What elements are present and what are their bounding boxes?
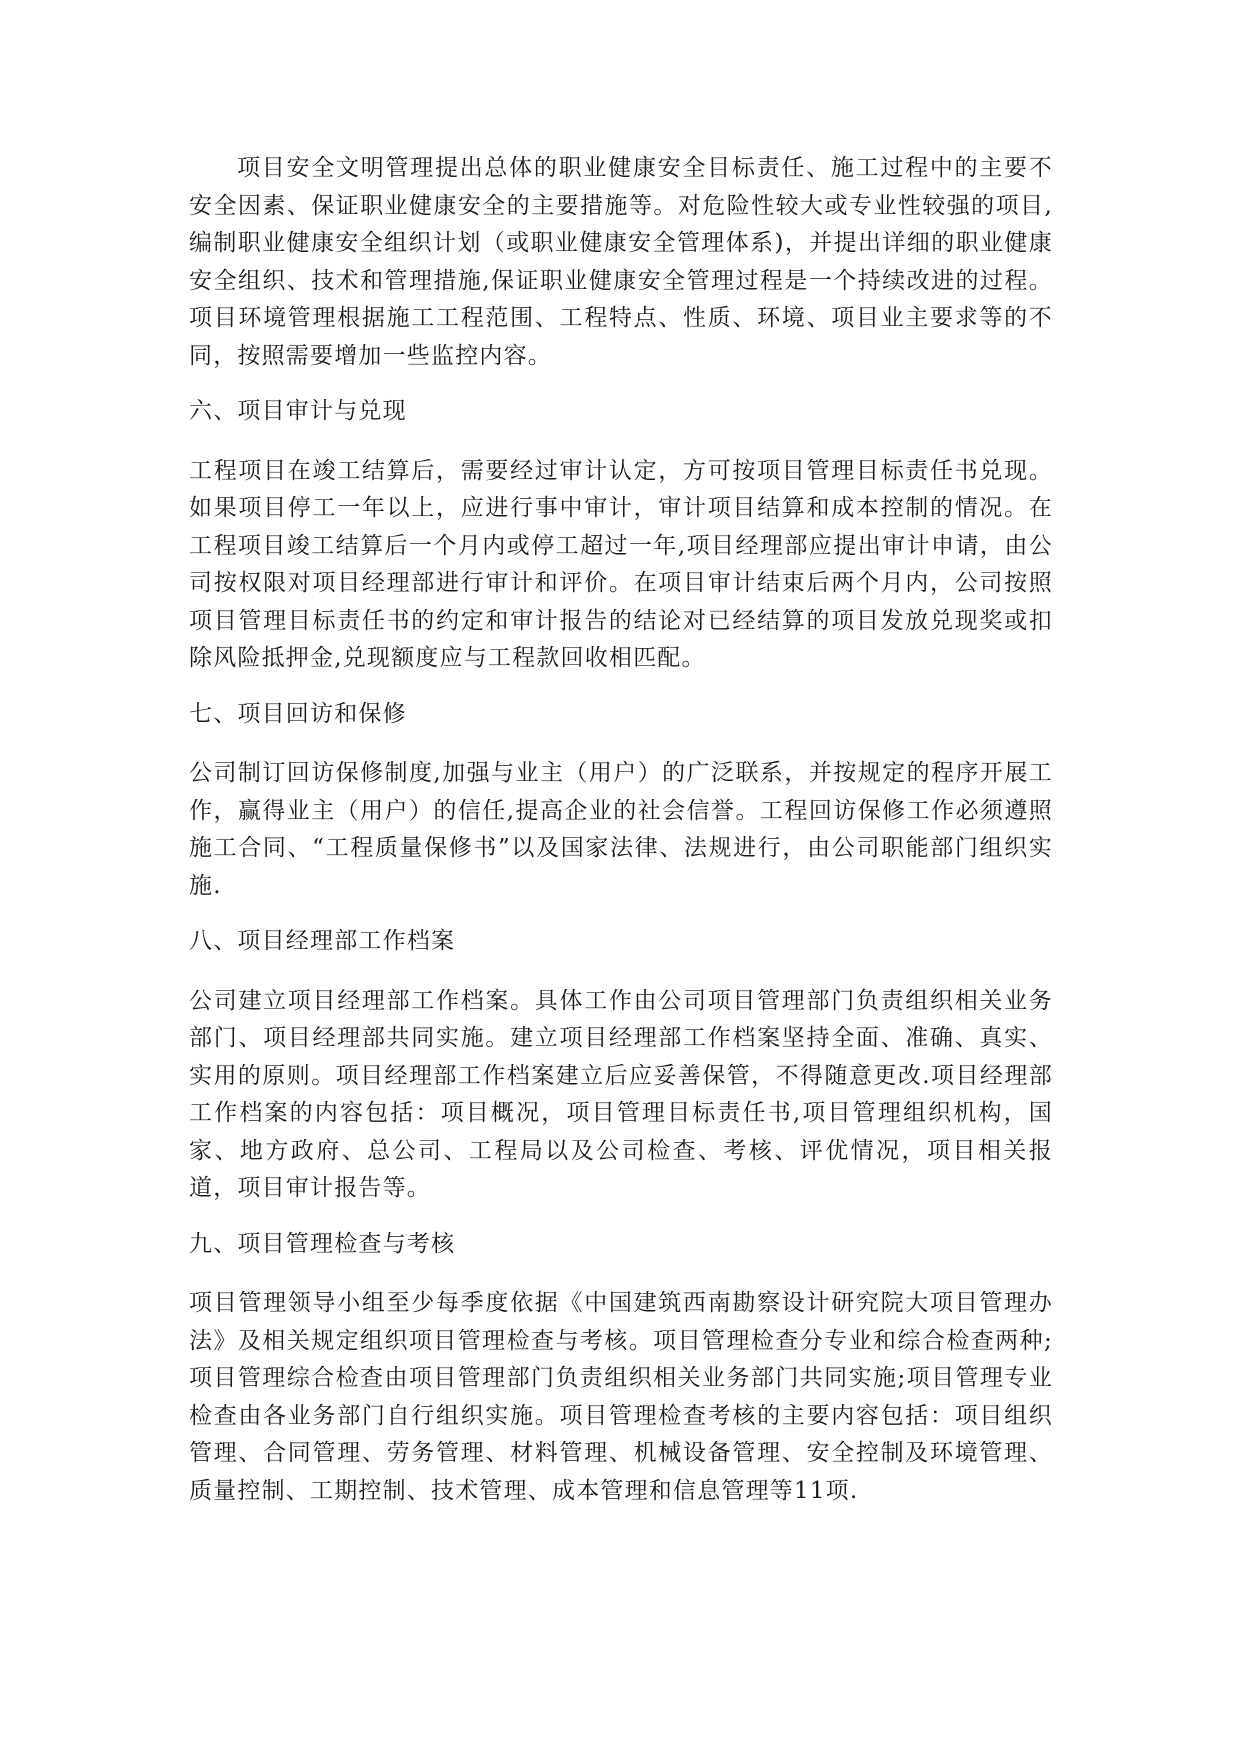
section-inspection bbox=[189, 1226, 1053, 1511]
section-paragraph: 公司建立项目经理部工作档案。具体工作由公司项目管理部门负责组织相关业务部门、项目经理部共同实施。建立项目经理部工作档案坚持全面、准确、真实、实用的原则。项目经理部工作档案建立后应妥善保管，不得随意更改.项目经理部工作档案的内容包括：项目概况，项目管理目标责任书,项目管理组织机构，国家、地方政府、总公司、工程局以及公司检查、考核、评优情况，项目相关报道，项目审计报告等。 bbox=[189, 987, 1053, 1201]
section-heading: 九、项目管理检查与考核 bbox=[189, 1230, 456, 1257]
section-paragraph: 公司制订回访保修制度,加强与业主（用户）的广泛联系，并按规定的程序开展工作，赢得业主（用户）的信任,提高企业的社会信誉。工程回访保修工作必须遵照施工合同、“工程质量保修书”以及国家法律、法规进行，由公司职能部门组织实施. bbox=[189, 760, 1053, 899]
section-heading: 六、项目审计与兑现 bbox=[189, 398, 407, 424]
section-paragraph: 项目管理领导小组至少每季度依据《中国建筑西南勘察设计研究院大项目管理办法》及相关规定组织项目管理检查与考核。项目管理检查分专业和综合检查两种;项目管理综合检查由项目管理部门负责组织相关业务部门共同实施;项目管理专业检查由各业务部门自行组织实施。项目管理检查考核的主要内容包括：项目组织管理、合同管理、劳务管理、材料管理、机械设备管理、安全控制及环境管理、质量控制、工期控制、技术管理、成本管理和信息管理等11项. bbox=[189, 1290, 1053, 1504]
section-audit bbox=[189, 393, 1053, 678]
section-revisit bbox=[189, 696, 1053, 906]
intro-paragraph: 项目安全文明管理提出总体的职业健康安全目标责任、施工过程中的主要不安全因素、保证职业健康安全的主要措施等。对危险性较大或专业性较强的项目,编制职业健康安全组织计划（或职业健康安全管理体系)，并提出详细的职业健康安全组织、技术和管理措施,保证职业健康安全管理过程是一个持续改进的过程。项目环境管理根据施工工程范围、工程特点、性质、环境、项目业主要求等的不同，按照需要增加一些监控内容。 bbox=[189, 155, 1053, 369]
section-archive bbox=[189, 923, 1053, 1208]
section-paragraph: 工程项目在竣工结算后，需要经过审计认定，方可按项目管理目标责任书兑现。如果项目停工一年以上，应进行事中审计，审计项目结算和成本控制的情况。在工程项目竣工结算后一个月内或停工超过一年,项目经理部应提出审计申请，由公司按权限对项目经理部进行审计和评价。在项目审计结束后两个月内，公司按照项目管理目标责任书的约定和审计报告的结论对已经结算的项目发放兑现奖或扣除风险抵押金,兑现额度应与工程款回收相匹配。 bbox=[189, 457, 1053, 671]
section-heading: 七、项目回访和保修 bbox=[189, 700, 407, 727]
section-heading: 八、项目经理部工作档案 bbox=[189, 928, 456, 954]
document-body bbox=[189, 150, 1053, 1528]
